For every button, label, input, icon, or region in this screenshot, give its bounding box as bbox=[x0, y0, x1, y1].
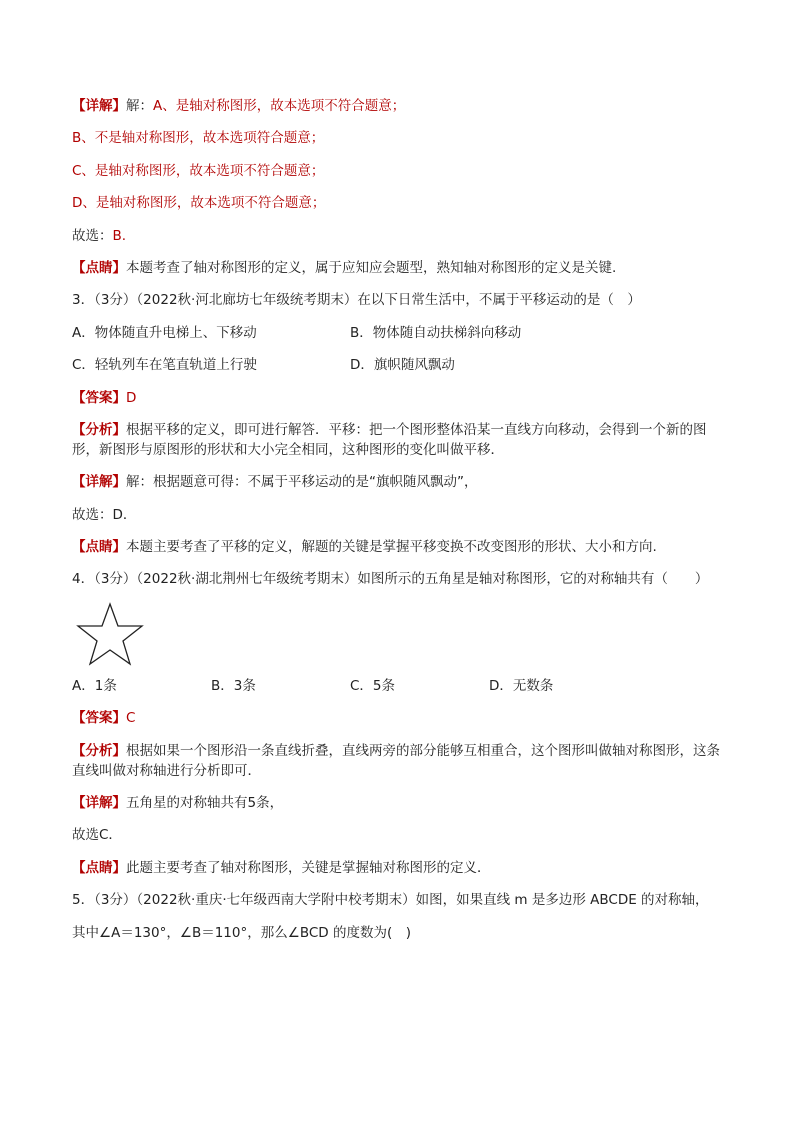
five-pointed-star-icon bbox=[76, 602, 144, 666]
q4-options bbox=[72, 676, 722, 696]
comment-tag: 【点睛】 bbox=[72, 259, 126, 276]
q3-option-a: A．物体随直升电梯上、下移动 bbox=[72, 324, 257, 341]
q4-comment: 【点睛】此题主要考查了轴对称图形，关键是掌握轴对称图形的定义． bbox=[72, 859, 491, 876]
q3-stem: 3．（3分）（2022秋·河北廊坊七年级统考期末）在以下日常生活中，不属于平移运动的是（ ） bbox=[72, 292, 641, 309]
q4-analysis: 【分析】根据如果一个图形沿一条直线折叠，直线两旁的部分能够互相重合，这个图形叫做轴对称图形，这条直线叫做对称轴进行分析即可． bbox=[72, 742, 720, 779]
q3-analysis: 【分析】根据平移的定义，即可进行解答．平移：把一个图形整体沿某一直线方向移动，会得到一个新的图形，新图形与原图形的形状和大小完全相同，这种图形的变化叫做平移． bbox=[72, 421, 707, 458]
q3-option-d: D．旗帜随风飘动 bbox=[350, 357, 455, 374]
q3-options-row1 bbox=[72, 323, 722, 343]
document-body bbox=[72, 96, 722, 955]
q2-detail-line1: 【详解】解：A、是轴对称图形，故本选项不符合题意； bbox=[72, 98, 406, 114]
q4-choose: 故选C． bbox=[72, 827, 122, 844]
q3-choose: 故选：D． bbox=[72, 506, 137, 523]
q3-option-b: B．物体随自动扶梯斜向移动 bbox=[350, 324, 522, 341]
q4-option-a: A．1条 bbox=[72, 677, 117, 694]
q2-detail-line3: C、是轴对称图形，故本选项不符合题意； bbox=[72, 162, 325, 179]
q4-option-c: C．5条 bbox=[350, 677, 396, 694]
detail-tag: 【详解】 bbox=[72, 98, 126, 114]
q2-choose: 故选：B. bbox=[72, 227, 127, 244]
q3-detail: 【详解】解：根据题意可得：不属于平移运动的是“旗帜随风飘动”， bbox=[72, 474, 478, 491]
q3-options-row2 bbox=[72, 355, 722, 375]
q2-detail-line4: D、是轴对称图形，故本选项不符合题意； bbox=[72, 195, 326, 212]
q4-option-b: B．3条 bbox=[211, 677, 256, 694]
q4-detail: 【详解】五角星的对称轴共有5条， bbox=[72, 795, 284, 812]
q2-comment: 【点睛】本题考查了轴对称图形的定义，属于应知应会题型，熟知轴对称图形的定义是关键. bbox=[72, 259, 617, 276]
q5-stem-line1: 5．（3分）（2022秋·重庆·七年级西南大学附中校考期末）如图，如果直线 m 是多边形 ABCDE 的对称轴， bbox=[72, 892, 709, 909]
q4-answer: 【答案】C bbox=[72, 710, 136, 727]
q3-option-c: C．轻轨列车在笔直轨道上行驶 bbox=[72, 357, 257, 374]
q4-option-d: D．无数条 bbox=[489, 677, 554, 694]
q2-detail-line2: B、不是轴对称图形，故本选项符合题意； bbox=[72, 130, 325, 147]
q5-stem-line2: 其中∠A＝130°，∠B＝110°，那么∠BCD 的度数为( ) bbox=[72, 924, 412, 941]
q3-comment: 【点睛】本题主要考查了平移的定义，解题的关键是掌握平移变换不改变图形的形状、大小和方向. bbox=[72, 539, 657, 556]
q3-answer: 【答案】D bbox=[72, 389, 137, 406]
q4-stem: 4．（3分）（2022秋·湖北荆州七年级统考期末）如图所示的五角星是轴对称图形，它的对称轴共有（ ） bbox=[72, 571, 709, 588]
